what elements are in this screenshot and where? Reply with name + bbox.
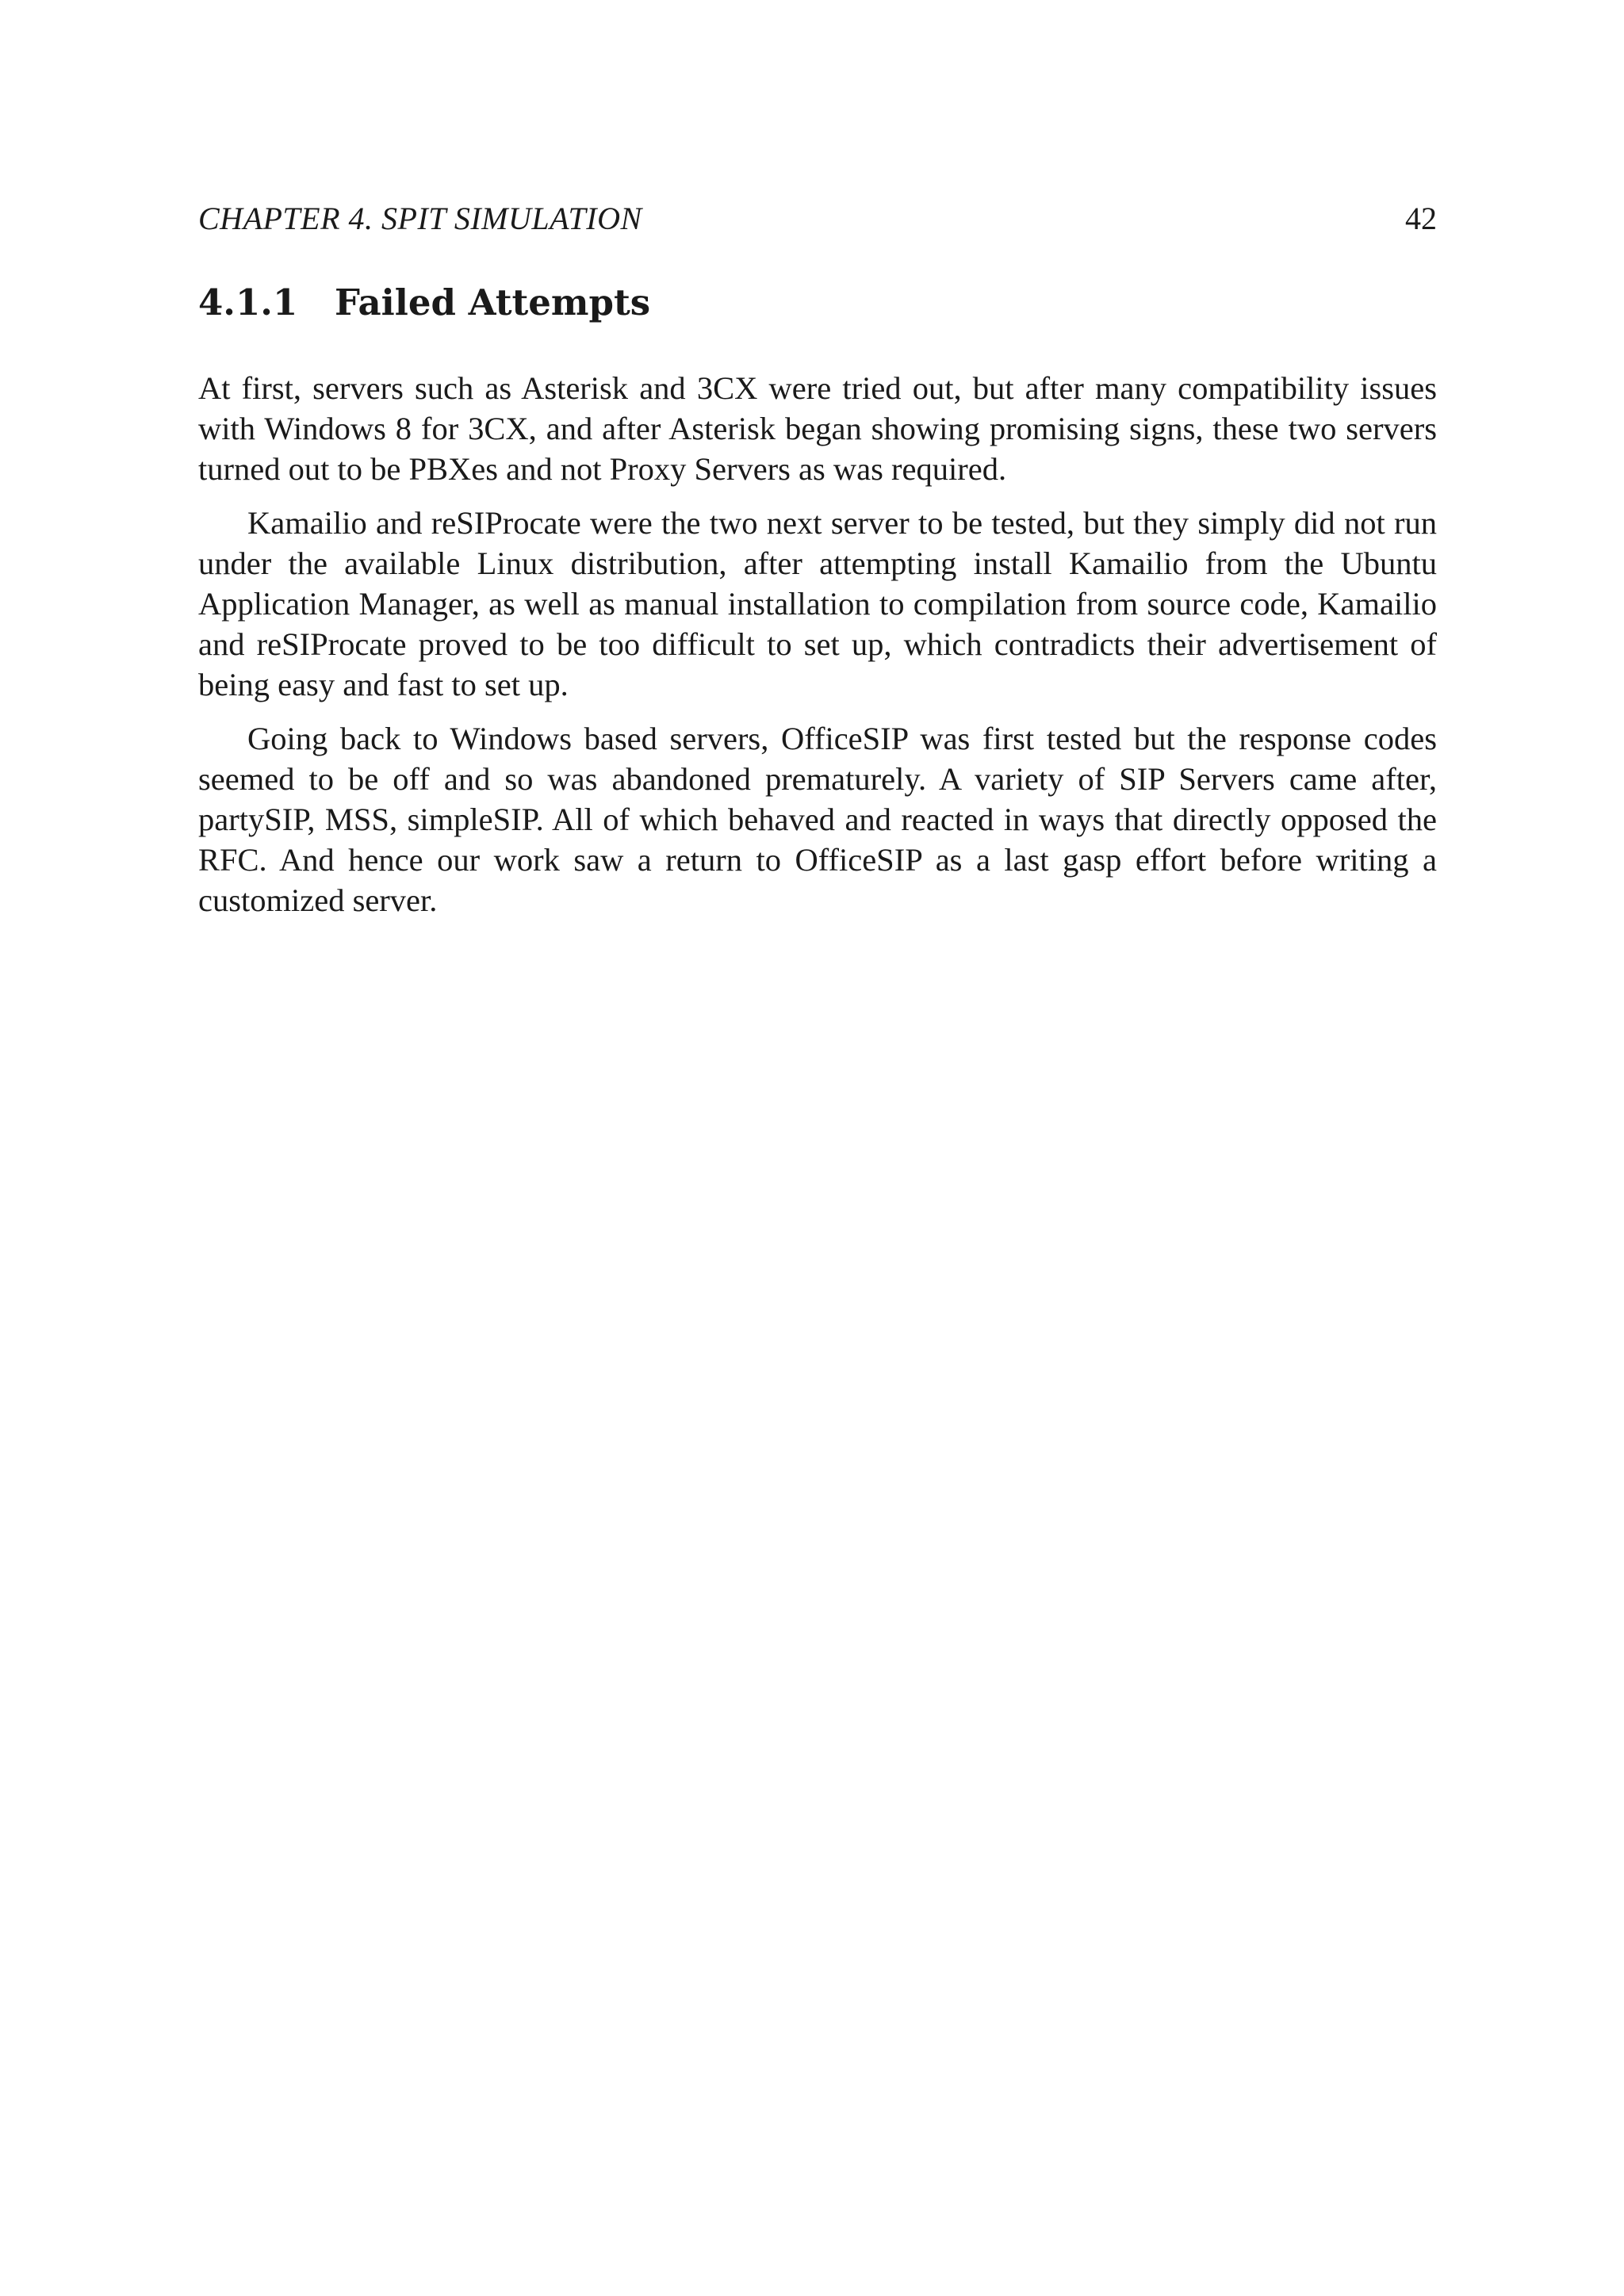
paragraph: Going back to Windows based servers, OfficeSIP was first tested but the response codes seemed to be off and so was abandoned prematurely. A variety of SIP Servers came after, partySIP, MSS, simpleSIP. All of which behaved and reacted in ways that directly opposed the RFC. And hence our work saw a return to OfficeSIP as a last gasp effort before writing a customized server. — [198, 721, 1437, 918]
running-header — [198, 198, 1437, 239]
body-text — [198, 368, 1437, 934]
paragraph: At first, servers such as Asterisk and 3CX were tried out, but after many compatibility issues with Windows 8 for 3CX, and after Asterisk began showing promising signs, these two servers turned out to be PBXes and not Proxy Servers as was required. — [198, 370, 1437, 487]
section-heading — [198, 279, 650, 327]
page-number: 42 — [1405, 201, 1437, 236]
document-page — [198, 0, 1437, 2296]
section-number: 4.1.1 — [198, 281, 298, 323]
chapter-label: CHAPTER 4. SPIT SIMULATION — [198, 201, 642, 236]
section-title: Failed Attempts — [335, 281, 651, 323]
paragraph: Kamailio and reSIProcate were the two next server to be tested, but they simply did not run under the available Linux distribution, after attempting install Kamailio from the Ubuntu Application Manager, as well as manual installation to compilation from source code, Kamailio and reSIProcate proved to be too difficult to set up, which contradicts their advertisement of being easy and fast to set up. — [198, 505, 1437, 702]
